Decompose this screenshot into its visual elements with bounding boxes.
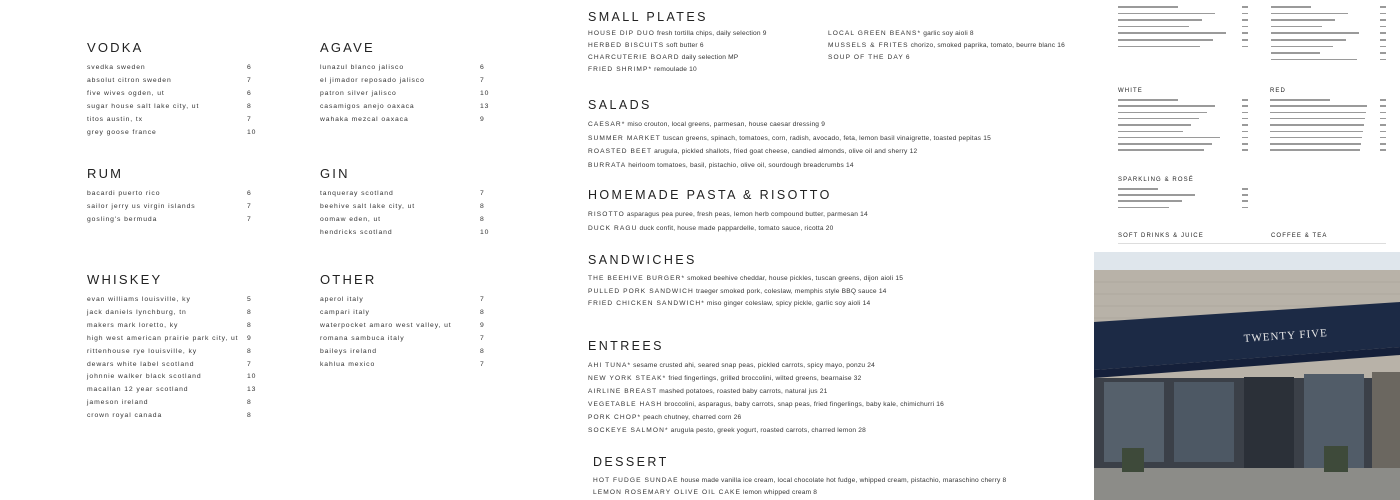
menu-item (87, 216, 252, 223)
menu-item (320, 348, 485, 355)
menu-item (87, 296, 252, 303)
item-name: el jimador reposado jalisco (320, 76, 425, 84)
menu-item (593, 487, 1093, 499)
item-name: SOCKEYE SALMON* (588, 427, 669, 434)
menu-item (320, 228, 490, 236)
menu-item (588, 145, 1088, 159)
fine-print-line (1118, 32, 1226, 34)
menu-item (320, 102, 490, 110)
item-name: tanqueray scotland (320, 190, 394, 197)
item-description: tuscan greens, spinach, tomatoes, corn, radish, avocado, feta, lemon basil vinaigrette, toasted pepitas 15 (660, 134, 991, 142)
section-title: AGAVE (320, 40, 375, 55)
item-name: high west american prairie park city, ut (87, 334, 239, 342)
item-price: 10 (247, 128, 257, 136)
fine-print-line (1118, 112, 1207, 114)
soft-drinks-title: SOFT DRINKS & JUICE (1118, 233, 1204, 239)
item-price: 6 (247, 190, 252, 197)
menu-item (87, 64, 252, 71)
item-name: macallan 12 year scotland (87, 386, 189, 394)
item-price: 8 (480, 215, 485, 223)
section-title: RUM (87, 166, 124, 181)
item-name: patron silver jalisco (320, 89, 397, 97)
fine-print-price (1242, 200, 1248, 202)
fine-print-line (1271, 59, 1357, 61)
item-description: miso ginger coleslaw, spicy pickle, garlic soy aioli 14 (704, 300, 871, 307)
menu-item (320, 309, 485, 316)
item-price: 8 (247, 308, 252, 316)
fine-print-line (1271, 39, 1346, 41)
fine-print-price (1242, 143, 1248, 145)
fine-print-line (1271, 52, 1320, 54)
menu-item (87, 348, 252, 355)
item-name: evan williams louisville, ky (87, 296, 191, 303)
item-description: duck confit, house made pappardelle, tomato sauce, ricotta 20 (637, 224, 834, 232)
fine-print-price (1242, 207, 1248, 209)
item-price: 8 (480, 308, 485, 316)
item-name: grey goose france (87, 128, 157, 136)
rule-line (1118, 243, 1386, 244)
fine-print-price (1242, 112, 1248, 114)
menu-item (320, 190, 485, 197)
fine-print-line (1118, 143, 1212, 145)
item-price: 7 (480, 360, 485, 368)
menu-item (320, 64, 485, 71)
storefront-illustration (1094, 252, 1400, 500)
item-description: daily selection MP (679, 54, 739, 61)
fine-print-line (1118, 194, 1195, 196)
item-name: five wives ogden, ut (87, 89, 165, 97)
menu-item (87, 190, 252, 197)
item-description: asparagus pea puree, fresh peas, lemon herb compound butter, parmesan 14 (624, 211, 868, 218)
section-other (320, 272, 495, 373)
fine-print-price (1242, 131, 1248, 133)
item-name: ROASTED BEET (588, 148, 653, 155)
item-name: HERBED BISCUITS (588, 42, 665, 49)
item-name: makers mark loretto, ky (87, 321, 179, 329)
section-title: DESSERT (593, 455, 669, 469)
menu-item (320, 116, 485, 123)
fine-print-line (1118, 207, 1169, 209)
fine-print-line (1118, 6, 1178, 8)
item-name: SUMMER MARKET (588, 134, 661, 142)
menu-item (87, 309, 252, 316)
item-name: AHI TUNA* (588, 362, 632, 369)
item-name: jack daniels lynchburg, tn (87, 308, 187, 316)
section-sandwiches (588, 253, 1088, 311)
item-name: lunazul blanco jalisco (320, 64, 405, 71)
item-price: 8 (247, 399, 252, 407)
section-entrees (588, 339, 1088, 437)
fine-print-price (1380, 105, 1386, 107)
fine-print-price (1242, 19, 1248, 21)
fine-print-price (1380, 137, 1386, 139)
fine-print-price (1380, 118, 1386, 120)
menu-item (87, 77, 252, 84)
section-small-plates (588, 10, 1088, 80)
fine-print-line (1118, 99, 1178, 101)
item-price: 7 (247, 202, 252, 210)
menu-item (588, 118, 1088, 132)
section-salads (588, 98, 1088, 172)
fine-print-price (1242, 26, 1248, 28)
menu-item (87, 322, 252, 329)
fine-print-price (1380, 26, 1386, 28)
section-title: HOMEMADE PASTA & RISOTTO (588, 188, 832, 202)
item-price: 7 (247, 115, 252, 123)
fine-print-line (1118, 39, 1213, 41)
item-price: 10 (480, 228, 490, 236)
item-name: jameson ireland (87, 399, 149, 407)
item-price: 9 (247, 334, 252, 342)
item-name: waterpocket amaro west valley, ut (320, 321, 452, 329)
awning-sign-text: TWENTY FIVE (1243, 327, 1329, 345)
item-price: 6 (480, 64, 485, 71)
menu-item (87, 361, 252, 368)
item-name: gosling's bermuda (87, 215, 158, 223)
item-description: chorizo, smoked paprika, tomato, beurre blanc 16 (908, 42, 1066, 49)
item-name: LOCAL GREEN BEANS* (828, 30, 922, 37)
menu-item (828, 30, 974, 37)
section-gin (320, 166, 495, 242)
menu-item (588, 298, 1088, 311)
item-name: DUCK RAGU (588, 224, 638, 232)
menu-item (588, 54, 738, 61)
fine-print-price (1380, 46, 1386, 48)
item-price: 13 (247, 386, 257, 394)
item-price: 7 (247, 360, 252, 368)
item-description: broccolini, asparagus, baby carrots, snap peas, fried fingerlings, baby kale, chimichurri 16 (662, 401, 945, 408)
item-description: heirloom tomatoes, basil, pistachio, olive oil, sourdough breadcrumbs 14 (626, 161, 854, 169)
item-price: 5 (247, 296, 252, 303)
item-name: HOUSE DIP DUO (588, 30, 655, 37)
fine-print-line (1271, 19, 1335, 21)
item-price: 13 (480, 102, 490, 110)
red-wine-title: RED (1270, 88, 1286, 94)
item-name: romana sambuca italy (320, 334, 405, 342)
fine-print-price (1380, 112, 1386, 114)
fine-print-line (1271, 46, 1333, 48)
item-name: hendricks scotland (320, 228, 393, 236)
section-dessert (593, 455, 1093, 499)
fine-print-price (1242, 105, 1248, 107)
item-name: campari italy (320, 308, 370, 316)
item-description: traeger smoked pork, coleslaw, memphis style BBQ sauce 14 (693, 287, 887, 295)
fine-print-price (1242, 39, 1248, 41)
fine-print-price (1242, 194, 1248, 196)
section-vodka (87, 40, 262, 141)
item-price: 10 (247, 373, 257, 381)
item-price: 6 (247, 89, 252, 97)
menu-item (588, 385, 1088, 398)
item-name: casamigos anejo oaxaca (320, 102, 415, 110)
item-description: mashed potatoes, roasted baby carrots, natural jus 21 (657, 388, 828, 395)
menu-item (87, 399, 252, 406)
item-description: arugula, pickled shallots, fried goat cheese, candied almonds, olive oil and sherry 12 (652, 148, 918, 155)
fine-print-line (1118, 188, 1158, 190)
fine-print-line (1118, 131, 1183, 133)
fine-print-line (1271, 32, 1359, 34)
menu-item (320, 216, 485, 223)
item-price: 8 (247, 412, 252, 420)
item-price: 7 (247, 215, 252, 223)
fine-print-line (1270, 149, 1360, 151)
item-name: NEW YORK STEAK* (588, 375, 667, 382)
fine-print-price (1380, 149, 1386, 151)
menu-item (588, 273, 1088, 286)
item-description: peach chutney, charred corn 26 (641, 414, 742, 421)
fine-print-line (1118, 26, 1189, 28)
menu-item (320, 296, 485, 303)
item-price: 8 (480, 202, 485, 210)
item-description: remoulade 10 (652, 66, 697, 73)
menu-item (588, 411, 1088, 424)
fine-print-line (1271, 13, 1348, 15)
item-name: PULLED PORK SANDWICH (588, 287, 694, 295)
menu-item (87, 373, 257, 381)
section-rum (87, 166, 262, 229)
item-price: 8 (480, 347, 485, 355)
item-name: kahlua mexico (320, 360, 376, 368)
white-wine-title: WHITE (1118, 88, 1143, 94)
fine-print-line (1271, 6, 1311, 8)
item-price: 8 (247, 102, 252, 110)
item-name: CHARCUTERIE BOARD (588, 54, 680, 61)
menu-item (588, 398, 1088, 411)
fine-print-price (1242, 124, 1248, 126)
menu-item (588, 30, 767, 37)
section-title: VODKA (87, 40, 144, 55)
menu-item (87, 128, 257, 136)
fine-print-price (1380, 99, 1386, 101)
fine-print-line (1118, 46, 1200, 48)
item-name: FRIED SHRIMP* (588, 66, 653, 73)
fine-print-price (1242, 46, 1248, 48)
item-name: HOT FUDGE SUNDAE (593, 477, 679, 484)
fine-print-price (1380, 39, 1386, 41)
menu-item (320, 77, 485, 84)
fine-print-line (1118, 13, 1215, 15)
section-title: ENTREES (588, 339, 664, 353)
fine-print-line (1270, 137, 1362, 139)
item-name: AIRLINE BREAST (588, 388, 658, 395)
fine-print-price (1242, 188, 1248, 190)
item-name: LEMON ROSEMARY OLIVE OIL CAKE (593, 489, 741, 496)
fine-print-price (1242, 32, 1248, 34)
item-name: CAESAR* (588, 121, 626, 128)
item-description: lemon whipped cream 8 (740, 489, 818, 496)
menu-item (87, 412, 252, 419)
section-title: SANDWICHES (588, 253, 697, 267)
item-name: sailor jerry us virgin islands (87, 202, 196, 210)
menu-item (87, 203, 252, 210)
menu-item (87, 103, 252, 110)
item-description: arugula pesto, greek yogurt, roasted carrots, charred lemon 28 (668, 427, 866, 434)
menu-item (87, 116, 252, 123)
item-description: soft butter 6 (664, 42, 704, 49)
fine-print-line (1118, 137, 1220, 139)
item-name: sugar house salt lake city, ut (87, 102, 200, 110)
item-name: PORK CHOP* (588, 414, 642, 421)
sparkling-title: SPARKLING & ROSÉ (1118, 177, 1194, 183)
item-name: aperol italy (320, 296, 364, 303)
fine-print-line (1118, 200, 1182, 202)
fine-print-price (1242, 118, 1248, 120)
item-price: 7 (480, 296, 485, 303)
item-description: smoked beehive cheddar, house pickles, tuscan greens, dijon aioli 15 (685, 275, 904, 282)
item-name: absolut citron sweden (87, 76, 172, 84)
section-title: OTHER (320, 272, 377, 287)
menu-item (87, 90, 252, 97)
menu-item (828, 54, 910, 61)
fine-print-line (1271, 26, 1322, 28)
fine-print-line (1118, 124, 1191, 126)
item-description: fresh tortilla chips, daily selection 9 (654, 30, 767, 37)
item-price: 8 (247, 321, 252, 329)
item-name: svedka sweden (87, 64, 146, 71)
item-name: beehive salt lake city, ut (320, 202, 416, 210)
item-name: dewars white label scotland (87, 360, 195, 368)
fine-print-price (1380, 124, 1386, 126)
fine-print-price (1380, 143, 1386, 145)
item-price: 7 (480, 76, 485, 84)
fine-print-price (1380, 52, 1386, 54)
item-price: 6 (247, 64, 252, 71)
fine-print-line (1118, 149, 1204, 151)
fine-print-price (1242, 137, 1248, 139)
fine-print-price (1380, 59, 1386, 61)
menu-item (320, 361, 485, 368)
item-price: 7 (247, 76, 252, 84)
fine-print-line (1270, 99, 1330, 101)
item-name: bacardi puerto rico (87, 190, 161, 197)
item-name: rittenhouse rye louisville, ky (87, 347, 198, 355)
menu-item (320, 322, 485, 329)
fine-print-price (1380, 13, 1386, 15)
item-name: wahaka mezcal oaxaca (320, 115, 409, 123)
menu-item (593, 475, 1093, 487)
fine-print-line (1270, 143, 1361, 145)
item-name: titos austin, tx (87, 115, 143, 123)
item-name: THE BEEHIVE BURGER* (588, 275, 686, 282)
menu-item (320, 89, 490, 97)
fine-print-line (1270, 112, 1366, 114)
item-price: 9 (480, 321, 485, 329)
fine-print-line (1270, 131, 1363, 133)
section-title: SALADS (588, 98, 652, 112)
menu-item (588, 132, 1088, 146)
item-description: miso crouton, local greens, parmesan, house caesar dressing 9 (625, 121, 826, 128)
section-title: GIN (320, 166, 350, 181)
fine-print-price (1242, 6, 1248, 8)
item-price: 7 (480, 334, 485, 342)
item-description: house made vanilla ice cream, local chocolate hot fudge, whipped cream, pistachio, maraschino cherry 8 (678, 477, 1007, 484)
menu-item (87, 335, 252, 342)
item-price: 8 (247, 347, 252, 355)
item-name: FRIED CHICKEN SANDWICH* (588, 300, 705, 307)
coffee-tea-title: COFFEE & TEA (1271, 233, 1328, 239)
section-title: WHISKEY (87, 272, 163, 287)
item-name: johnnie walker black scotland (87, 373, 202, 381)
section-whiskey (87, 272, 262, 425)
item-name: crown royal canada (87, 412, 163, 420)
fine-print-price (1242, 13, 1248, 15)
drinks-panel (1116, 0, 1386, 252)
menu-item (588, 66, 697, 73)
menu-item (588, 208, 1088, 222)
item-name: SOUP OF THE DAY (828, 54, 904, 61)
item-name: baileys ireland (320, 347, 377, 355)
item-name: MUSSELS & FRITES (828, 42, 909, 49)
item-description: fried fingerlings, grilled broccolini, wilted greens, bearnaise 32 (666, 375, 862, 382)
item-price: 10 (480, 89, 490, 97)
menu-item (828, 42, 1065, 49)
item-description: sesame crusted ahi, seared snap peas, pickled carrots, spicy mayo, ponzu 24 (631, 362, 876, 369)
item-name: VEGETABLE HASH (588, 401, 663, 408)
item-description: garlic soy aioli 8 (921, 30, 974, 37)
section-pasta (588, 188, 1088, 235)
section-agave (320, 40, 495, 129)
menu-item (87, 386, 257, 394)
fine-print-price (1380, 32, 1386, 34)
fine-print-line (1270, 118, 1365, 120)
item-name: RISOTTO (588, 211, 625, 218)
fine-print-price (1242, 149, 1248, 151)
item-name: oomaw eden, ut (320, 215, 381, 223)
item-description: 6 (903, 54, 910, 61)
menu-item (588, 359, 1088, 372)
section-title: SMALL PLATES (588, 10, 708, 24)
item-price: 9 (480, 115, 485, 123)
menu-item (320, 335, 485, 342)
menu-item (588, 372, 1088, 385)
menu-item (588, 222, 1088, 236)
fine-print-price (1380, 19, 1386, 21)
menu-item (320, 203, 485, 210)
menu-item (588, 42, 704, 49)
fine-print-price (1380, 6, 1386, 8)
fine-print-price (1242, 99, 1248, 101)
item-price: 7 (480, 190, 485, 197)
restaurant-storefront-photo (1094, 252, 1400, 500)
fine-print-line (1270, 105, 1367, 107)
fine-print-line (1270, 124, 1364, 126)
item-name: BURRATA (588, 161, 627, 169)
menu-item (588, 286, 1088, 299)
fine-print-line (1118, 105, 1215, 107)
menu-item (588, 159, 1088, 173)
fine-print-line (1118, 19, 1202, 21)
menu-item (588, 424, 1088, 437)
fine-print-line (1118, 118, 1199, 120)
fine-print-price (1380, 131, 1386, 133)
